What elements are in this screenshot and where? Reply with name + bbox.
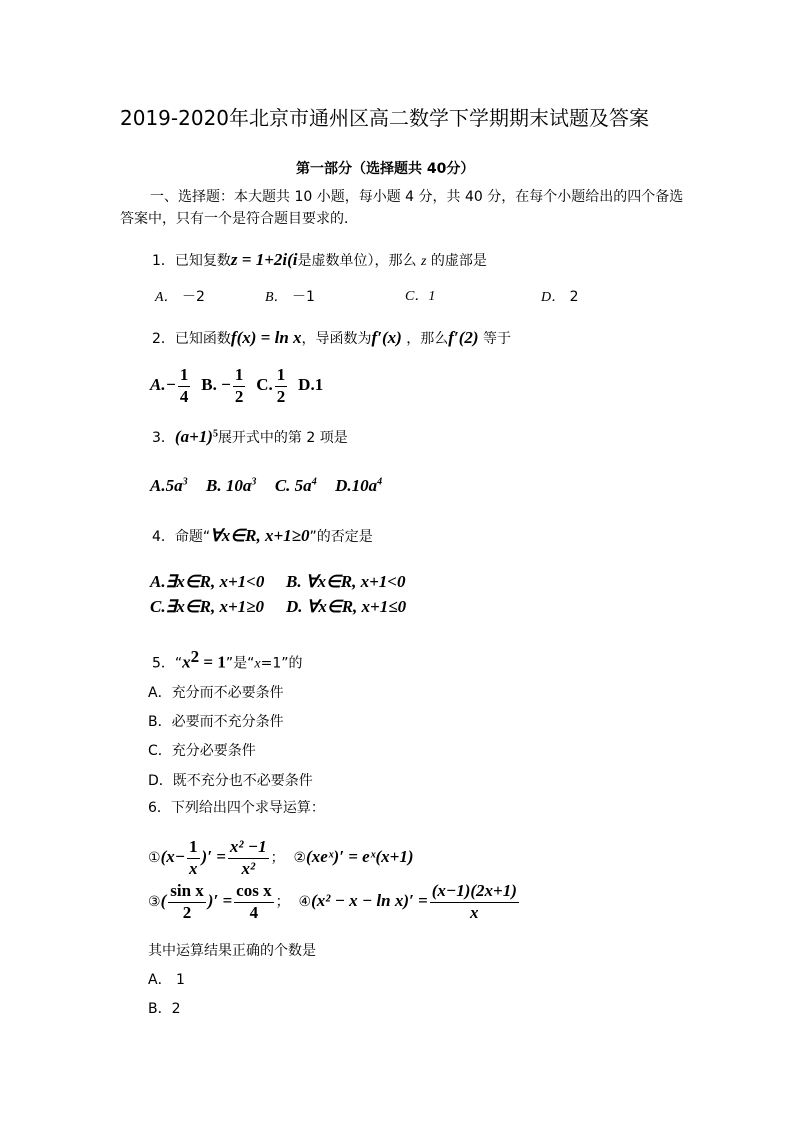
- formula-text: )′ =: [207, 891, 233, 911]
- q1-text: 1．已知复数: [152, 253, 231, 269]
- q5-text: 5．“: [152, 655, 183, 672]
- formula-text: (: [160, 891, 167, 911]
- option-exp: 3: [182, 476, 188, 488]
- q1-math: z = 1+2i(i: [230, 250, 298, 269]
- question-2: [152, 329, 511, 346]
- option-text: C. 5a: [274, 476, 312, 495]
- option-text: A.5a: [150, 476, 183, 495]
- q2-text: 2．已知函数: [152, 331, 231, 347]
- formula-label: ②: [293, 850, 307, 867]
- formula-text: (x−: [160, 847, 186, 867]
- option-a: A． 1: [148, 972, 185, 988]
- option-d: D.1: [298, 375, 324, 395]
- q5-math: = 1: [199, 652, 226, 672]
- frac-num: x² −1: [228, 838, 269, 859]
- question-5: [152, 648, 302, 672]
- formula-text: ；: [270, 850, 285, 867]
- formula-label: ④: [298, 894, 312, 911]
- formula-text: ；: [275, 894, 290, 911]
- frac-num: sin x: [168, 882, 206, 903]
- formula-1: [148, 838, 414, 878]
- option-b: －1: [292, 289, 315, 305]
- frac-den: 4: [179, 386, 189, 406]
- option-c: [275, 476, 317, 495]
- frac-num: 1: [233, 366, 246, 387]
- option-b: B．2: [148, 1001, 181, 1017]
- intro-line-1: 一、选择题：本大题共 10 小题，每小题 4 分，共 40 分，在每个小题给出的四个备选: [150, 189, 684, 205]
- frac-den: x: [189, 858, 198, 878]
- option-a: A.−: [150, 375, 176, 395]
- q1-var: z: [420, 254, 427, 269]
- option-c: C.∃x∈R, x+1≥0: [150, 597, 264, 616]
- option-c: C．充分必要条件: [148, 743, 256, 759]
- q6-question-text: 其中运算结果正确的个数是: [148, 943, 316, 959]
- option-d: D．既不充分也不必要条件: [148, 773, 313, 789]
- option-d: 2: [569, 289, 579, 305]
- q3-math: (a+1): [174, 427, 213, 446]
- q1-text: 的虚部是: [430, 253, 487, 269]
- frac-num: (x−1)(2x+1): [430, 882, 519, 903]
- q5-var: x: [254, 656, 261, 672]
- q3-options: [150, 477, 382, 494]
- option-b: B. −: [201, 375, 231, 395]
- q5-text: ”是“: [225, 655, 255, 672]
- option-b-label: B．: [265, 290, 288, 305]
- question-1: [152, 251, 487, 269]
- frac-num: 1: [178, 366, 191, 387]
- question-3: [152, 428, 348, 445]
- q4-text: 4．命题“: [152, 529, 211, 545]
- q4-text: ”的否定是: [309, 529, 373, 545]
- frac-den: 2: [182, 902, 192, 922]
- question-6: 6．下列给出四个求导运算：: [148, 800, 325, 816]
- frac-num: 1: [187, 838, 200, 859]
- q2-options: [150, 366, 323, 406]
- formula-label: ①: [148, 850, 161, 867]
- formula-2: (xeˣ)′ = eˣ(x+1): [306, 847, 414, 867]
- formula-label: ③: [148, 894, 161, 911]
- option-b: [206, 476, 256, 495]
- q2-math: f′(2): [448, 328, 479, 347]
- frac-num: 1: [275, 366, 288, 387]
- option-a: [150, 476, 188, 495]
- doc-title: 2019-2020年北京市通州区高二数学下学期期末试题及答案: [120, 106, 650, 130]
- frac-den: 2: [234, 386, 244, 406]
- option-d: D. ∀x∈R, x+1≤0: [286, 597, 407, 616]
- frac-den: 4: [249, 902, 259, 922]
- option-a: －2: [182, 289, 205, 305]
- frac-den: x: [470, 902, 479, 922]
- q5-text: =1”的: [260, 655, 303, 672]
- part-heading: 第一部分（选择题共 40分）: [296, 161, 475, 177]
- q2-text: ，导函数为: [301, 331, 372, 347]
- q5-math: x: [182, 652, 191, 672]
- formula-text: )′ =: [201, 847, 226, 867]
- option-d-label: D．: [541, 290, 566, 305]
- q5-exp: 2: [190, 647, 200, 666]
- q3-text: 展开式中的第 2 项是: [217, 430, 348, 446]
- q2-math: f′(x): [371, 328, 402, 347]
- q2-text: 等于: [482, 331, 511, 347]
- option-exp: 4: [377, 476, 383, 488]
- frac-num: cos x: [234, 882, 273, 903]
- frac-den: 2: [276, 386, 286, 406]
- q3-text: 3．: [152, 430, 175, 446]
- option-exp: 3: [251, 476, 257, 488]
- option-text: B. 10a: [206, 476, 252, 495]
- option-a-label: A．: [155, 290, 178, 305]
- q2-text: ，那么: [406, 331, 449, 347]
- frac-den: x²: [241, 858, 256, 878]
- intro-line-2: 答案中，只有一个是符合题目要求的．: [120, 211, 358, 227]
- option-c: C．1: [405, 289, 436, 304]
- q1-text: 是虚数单位），那么: [297, 253, 417, 269]
- option-exp: 4: [311, 476, 317, 488]
- question-4: [152, 527, 373, 544]
- q4-math: ∀x∈R, x+1≥0: [210, 526, 310, 545]
- option-text: D.10a: [335, 476, 378, 495]
- q3-exp: 5: [212, 428, 218, 440]
- option-b: B．必要而不充分条件: [148, 714, 284, 730]
- option-b: B. ∀x∈R, x+1<0: [286, 572, 406, 591]
- option-c: C.: [256, 375, 273, 395]
- formula-3: [148, 882, 521, 922]
- option-a: A．充分而不必要条件: [148, 685, 284, 701]
- q2-math: f(x) = ln x: [230, 328, 302, 347]
- option-a: A.∃x∈R, x+1<0: [150, 572, 265, 591]
- option-d: [335, 476, 382, 495]
- formula-4: (x² − x − ln x)′ =: [311, 891, 428, 911]
